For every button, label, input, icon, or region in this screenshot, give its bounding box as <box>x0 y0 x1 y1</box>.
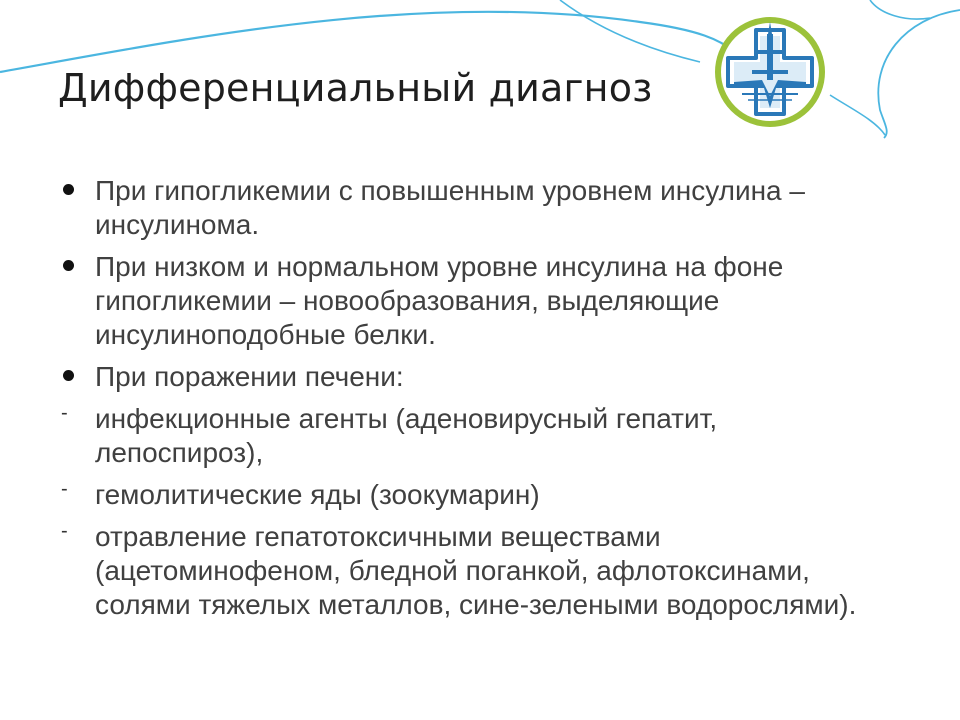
dash-item-text: инфекционные агенты (аденовирусный гепатит, лепоспироз), <box>95 403 718 468</box>
bullet-item-text: При поражении печени: <box>95 361 404 392</box>
wave-line-right-top <box>870 0 930 19</box>
bullet-item <box>58 250 858 352</box>
dash-item <box>58 520 858 622</box>
bullet-item <box>58 174 858 242</box>
dash-marker: - <box>61 402 68 424</box>
dash-item <box>58 402 858 470</box>
medical-cross-emblem-icon <box>712 14 828 130</box>
dash-marker: - <box>61 478 68 500</box>
bullet-dot-icon <box>63 184 74 195</box>
dash-item-text: отравление гепатотоксичными веществами (ацетоминофеном, бледной поганкой, афлотоксинами, солями тяжелых металлов, сине-зелеными водорослями). <box>95 521 857 620</box>
wave-line-right <box>878 10 960 138</box>
bullet-item <box>58 360 858 394</box>
bullet-item-text: При гипогликемии с повышенным уровнем инсулина – инсулинома. <box>95 175 805 240</box>
dash-item <box>58 478 858 512</box>
wave-line-long <box>0 12 735 72</box>
bullet-dot-icon <box>63 370 74 381</box>
bullet-item-text: При низком и нормальном уровне инсулина на фоне гипогликемии – новообразования, выделяющие инсулиноподобные белки. <box>95 251 784 350</box>
dash-item-text: гемолитические яды (зоокумарин) <box>95 479 540 510</box>
wave-line-right-low <box>830 95 885 135</box>
dash-marker: - <box>61 520 68 542</box>
bullet-dot-icon <box>63 260 74 271</box>
slide-title: Дифференциальный диагноз <box>58 66 653 110</box>
wave-line-upper <box>560 0 700 62</box>
content-list <box>58 174 858 630</box>
